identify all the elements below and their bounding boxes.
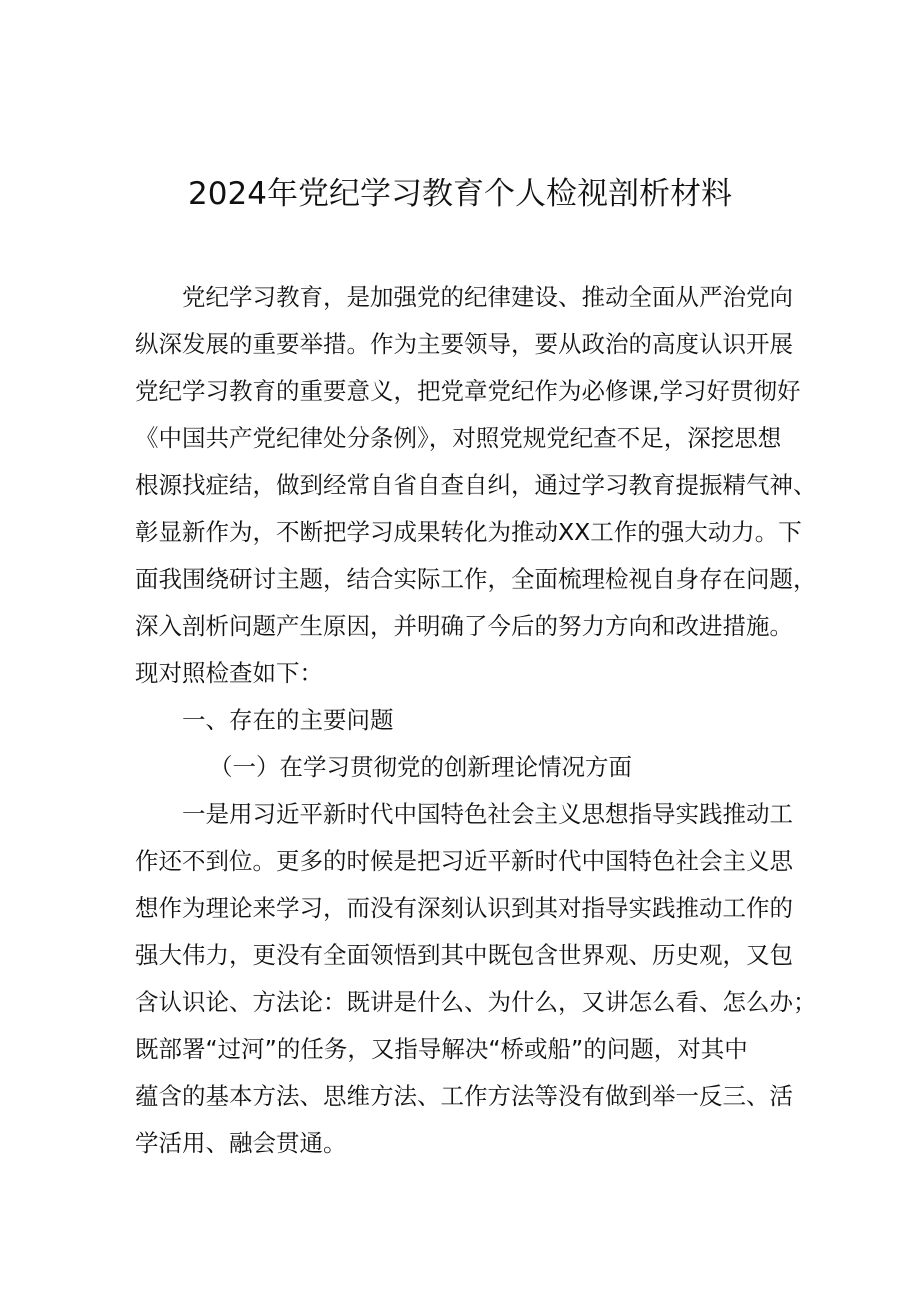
- paragraph-line: 想作为理论来学习，而没有深刻认识到其对指导实践推动工作的: [135, 894, 793, 922]
- document-title: 2024年党纪学习教育个人检视剖析材料: [188, 176, 732, 212]
- paragraph-line: 现对照检查如下：: [135, 659, 323, 687]
- paragraph-line: 《中国共产党纪律处分条例》，对照党规党纪查不足，深挖思想: [135, 424, 782, 452]
- paragraph-line: 既部署“过河”的任务，又指导解决“桥或船”的问题，对其中: [135, 1035, 748, 1063]
- section-heading: 一、存在的主要问题: [182, 706, 394, 734]
- paragraph-line: 含认识论、方法论：既讲是什么、为什么，又讲怎么看、怎么办；: [135, 988, 817, 1016]
- paragraph-line: 一是用习近平新时代中国特色社会主义思想指导实践推动工: [182, 800, 793, 828]
- paragraph-line: 党纪学习教育的重要意义，把党章党纪作为必修课,学习好贯彻好: [135, 377, 801, 405]
- paragraph-line: 根源找症结，做到经常自省自查自纠，通过学习教育提振精气神、: [135, 471, 817, 499]
- paragraph-line: 面我围绕研讨主题，结合实际工作，全面梳理检视自身存在问题，: [135, 565, 817, 593]
- paragraph-line: 强大伟力，更没有全面领悟到其中既包含世界观、历史观，又包: [135, 941, 793, 969]
- paragraph-line: 作还不到位。更多的时候是把习近平新时代中国特色社会主义思: [135, 847, 793, 875]
- paragraph-line: 蕴含的基本方法、思维方法、工作方法等没有做到举一反三、活: [135, 1082, 793, 1110]
- document-body: [135, 274, 815, 1167]
- paragraph-line: 纵深发展的重要举措。作为主要领导，要从政治的高度认识开展: [135, 330, 793, 358]
- paragraph-line: 彰显新作为，不断把学习成果转化为推动XX工作的强大动力。下: [135, 518, 802, 546]
- paragraph-line: 学活用、融会贯通。: [135, 1129, 347, 1157]
- paragraph-line: 深入剖析问题产生原因，并明确了今后的努力方向和改进措施。: [135, 612, 793, 640]
- paragraph-line: 党纪学习教育，是加强党的纪律建设、推动全面从严治党向: [182, 283, 793, 311]
- subsection-heading: （一）在学习贯彻党的创新理论情况方面: [209, 753, 632, 781]
